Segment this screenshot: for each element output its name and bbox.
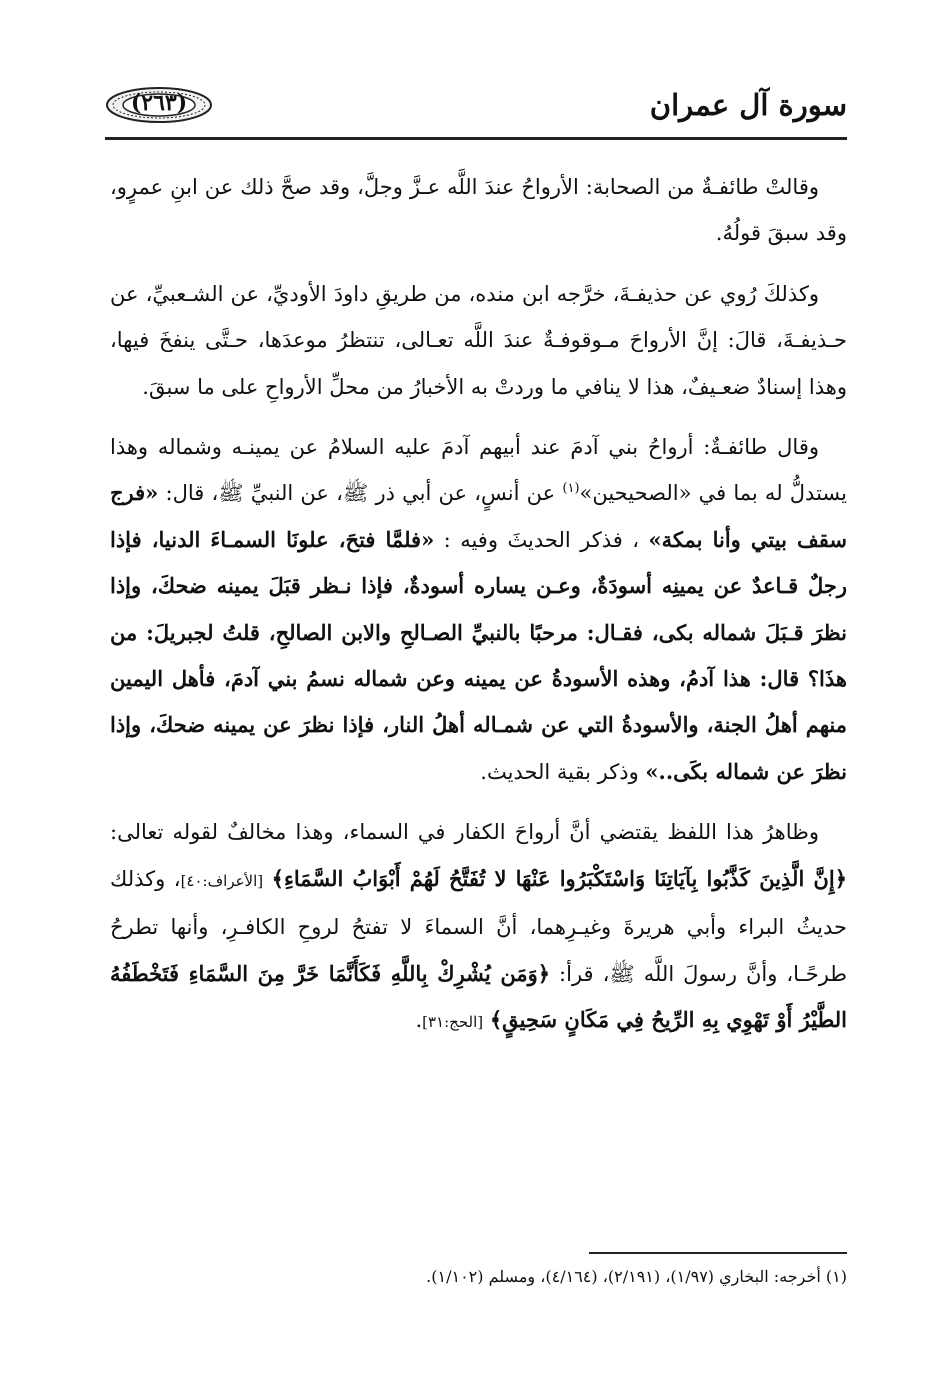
verse-ref-2: [الحج:٣١] xyxy=(422,1012,484,1031)
surah-title: سورة آل عمران xyxy=(649,88,847,122)
paragraph-4 xyxy=(110,809,847,1045)
paragraph-2: وكذلكَ رُوي عن حذيفـةَ، خرَّجه ابن منده، من طريقِ داودَ الأوديِّ، عن الشـعبيِّ، عن حـذيفـةَ، قالَ: إنَّ الأرواحَ مـوقوفـةٌ عندَ اللَّه تعـالى، تنتظرُ موعدَها، حـتَّى ينفخَ فيها، وهذا إسنادٌ ضعـيفٌ، هذا لا ينافي ما وردتْ به الأخبارُ من محلِّ الأرواحِ على ما سبقَ. xyxy=(110,281,847,399)
footnote-marker: (١) xyxy=(562,481,580,497)
paragraph-3-mid: عن أنسٍ، عن أبي ذر ﷺ، عن النبيِّ ﷺ، قال: xyxy=(158,481,563,506)
footnote: (١) أخرجه: البخاري (١/٩٧)، (٢/١٩١)، (٤/١٦٤)، ومسلم (١/١٠٢). xyxy=(426,1267,847,1286)
header-rule xyxy=(105,137,847,140)
paragraph-3-mid2: ، فذكر الحديثَ وفيه : xyxy=(434,527,649,552)
paragraph-3 xyxy=(110,424,847,795)
quran-verse-1: ﴿إِنَّ الَّذِينَ كَذَّبُوا بِآيَاتِنَا وَاسْتَكْبَرُوا عَنْهَا لا تُفَتَّحُ لَهُمْ أَبْوَابُ السَّمَاءِ﴾ xyxy=(271,865,847,891)
paragraph-3-tail: وذكر بقية الحديث. xyxy=(480,759,646,784)
verse-ref-1: [الأعراف:٤٠] xyxy=(180,871,264,890)
hadith-quote-1: «فرج سقف بيتي وأنا بمكة» xyxy=(110,480,847,552)
quran-verse-2: ﴿وَمَن يُشْرِكْ بِاللَّهِ فَكَأَنَّمَا خَرَّ مِنَ السَّمَاءِ فَتَخْطَفُهُ الطَّيْرُ أَوْ تَهْوِي بِهِ الرِّيحُ فِي مَكَانٍ سَحِيقٍ﴾ xyxy=(110,960,847,1032)
page-header xyxy=(105,84,847,134)
main-text xyxy=(110,164,847,1059)
paragraph-4-tail: . xyxy=(415,1007,423,1032)
page-number-badge xyxy=(105,86,213,124)
paragraph-1: وقالتْ طائفـةٌ من الصحابة: الأرواحُ عندَ اللَّه عـزَّ وجلَّ، وقد صحَّ ذلك عن ابنِ عمرٍو، وقد سبقَ قولُهُ. xyxy=(110,175,847,246)
paragraph-4-intro: وظاهرُ هذا اللفظ يقتضي أنَّ أرواحَ الكفار في السماء، وهذا مخالفٌ لقوله تعالى: xyxy=(110,820,819,845)
paragraph-4-mid: ، وكذلك حديثُ البراء وأبي هريرةَ وغيـرِهما، أنَّ السماءَ لا تفتحُ لروحِ الكافـرِ، وأنها تطرحُ طرحًـا، وأنَّ رسولَ اللَّه ﷺ، قرأ: xyxy=(110,866,848,986)
paragraph-3-intro: وقال طائفـةٌ: أرواحُ بني آدمَ عند أبيهم آدمَ عليه السلامُ عن يمينـه وشماله وهذا يستدلُّ له بما في «الصحيحين» xyxy=(110,435,847,506)
footnote-rule xyxy=(589,1252,847,1254)
page-number: (٢٦٣) xyxy=(130,90,188,116)
hadith-quote-2: «فلمَّا فتحَ، علونَا السمـاءَ الدنيا، فإذا رجلٌ قـاعدٌ عن يمينِه أسودَةٌ، وعـن يساره أسودةٌ، فإذا نـظر قبَلَ يمينه ضحكَ، وإذا نظرَ قـبَلَ شماله بكى، فقـال: مرحبًا بالنبيِّ الصـالحِ والابن الصالحِ، قلتُ لجبريلَ: من هذَا؟ قال: هذا آدمُ، وهذه الأسودةُ عن يمينه وعن شماله نسمُ بني آدمَ، فأهل اليمين منهم أهلُ الجنة، والأسودةُ التي عن شمـاله أهلُ النار، فإذا نظرَ عن يمينه ضحكَ، وإذا نظرَ عن شماله بكَى..» xyxy=(110,526,847,784)
